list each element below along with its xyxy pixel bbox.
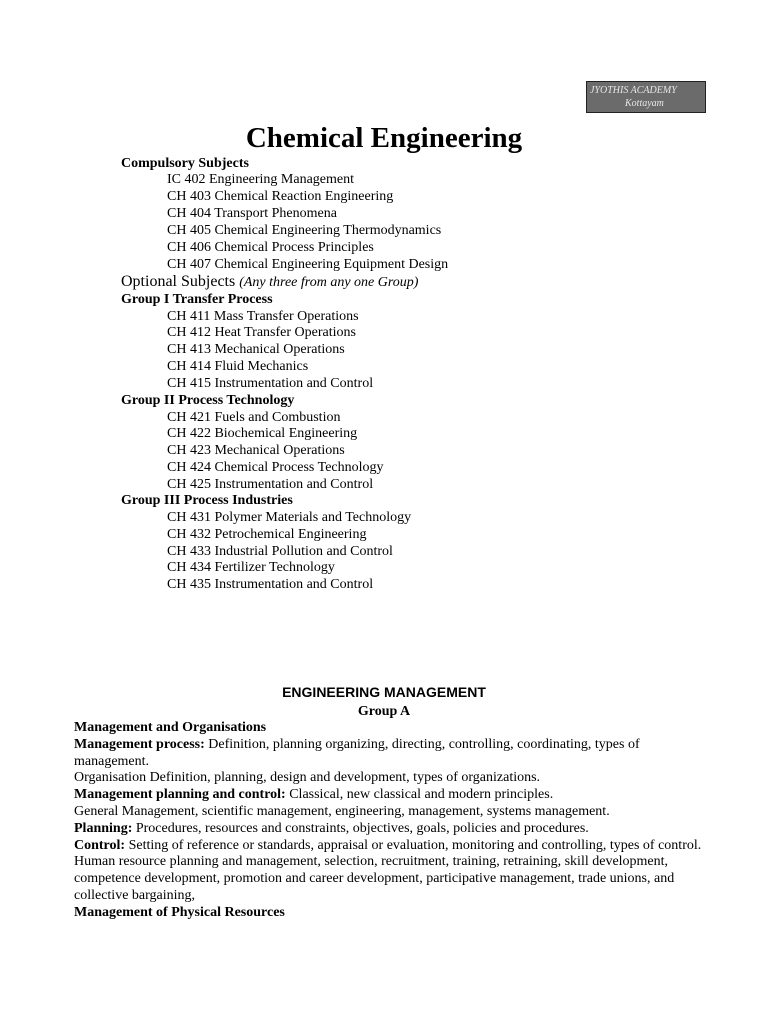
optional-subjects (121, 273, 418, 292)
compulsory-item: CH 407 Chemical Engineering Equipment Design (167, 257, 449, 272)
compulsory-item: IC 402 Engineering Management (167, 172, 355, 187)
group-heading: Group III Process Industries (121, 493, 293, 508)
paragraph (74, 770, 714, 787)
paragraph-lead: Control: (74, 837, 126, 853)
group-item: CH 435 Instrumentation and Control (167, 577, 374, 592)
paragraph-lead: Management of Physical Resources (74, 904, 285, 920)
group-item: CH 415 Instrumentation and Control (167, 376, 374, 391)
group-heading: Group I Transfer Process (121, 292, 273, 307)
optional-note: (Any three from any one Group) (239, 275, 419, 290)
paragraph-lead: Management process: (74, 736, 205, 752)
compulsory-item: CH 404 Transport Phenomena (167, 206, 337, 221)
group-item: CH 425 Instrumentation and Control (167, 477, 374, 492)
group-item: CH 414 Fluid Mechanics (167, 359, 309, 374)
paragraph-text: Classical, new classical and modern principles. (285, 787, 554, 803)
paragraph (74, 854, 714, 904)
compulsory-heading: Compulsory Subjects (121, 156, 249, 171)
paragraph (74, 804, 714, 821)
paragraph-lead: Management and Organisations (74, 720, 267, 735)
group-item: CH 432 Petrochemical Engineering (167, 527, 367, 542)
group-item: CH 423 Mechanical Operations (167, 443, 345, 458)
paragraph-lead: Planning: (74, 820, 133, 836)
section-group: Group A (357, 704, 411, 719)
group-item: CH 421 Fuels and Combustion (167, 410, 341, 425)
paragraph-lead: Management planning and control: (74, 787, 286, 803)
optional-label: Optional Subjects (121, 273, 236, 290)
section-heading: ENGINEERING MANAGEMENT (282, 684, 486, 700)
paragraph-text: Human resource planning and management, selection, recruitment, training, retraining, skill development, competence development, promotion and career development, participative management, trade unions, and collective bargaining, (74, 854, 675, 903)
paragraph (74, 737, 714, 771)
paragraph-text: Procedures, resources and constraints, objectives, goals, policies and procedures. (132, 820, 589, 836)
group-heading: Group II Process Technology (121, 393, 295, 408)
paragraph-text: Organisation Definition, planning, design and development, types of organizations. (74, 770, 541, 786)
compulsory-item: CH 403 Chemical Reaction Engineering (167, 189, 394, 204)
paragraph (74, 720, 714, 737)
paragraph (74, 838, 714, 855)
group-item: CH 424 Chemical Process Technology (167, 460, 384, 475)
paragraph-text: Setting of reference or standards, appraisal or evaluation, monitoring and controlling, types of control. (125, 837, 702, 853)
paragraph (74, 905, 714, 922)
paragraph (74, 787, 714, 804)
compulsory-item: CH 406 Chemical Process Principles (167, 240, 374, 255)
paragraph (74, 821, 714, 838)
group-item: CH 434 Fertilizer Technology (167, 560, 335, 575)
paragraph-text: Definition, planning organizing, directing, controlling, coordinating, types of management. (74, 736, 640, 769)
paragraph-text: General Management, scientific management, engineering, management, systems management. (74, 803, 610, 819)
stamp-name: JYOTHIS ACADEMY (590, 85, 677, 96)
compulsory-item: CH 405 Chemical Engineering Thermodynamics (167, 223, 442, 238)
group-item: CH 412 Heat Transfer Operations (167, 325, 356, 340)
stamp-city: Kottayam (625, 98, 664, 109)
group-item: CH 431 Polymer Materials and Technology (167, 510, 412, 525)
section-body (74, 720, 714, 922)
academy-stamp (586, 81, 706, 113)
page-title: Chemical Engineering (245, 122, 523, 154)
group-item: CH 433 Industrial Pollution and Control (167, 544, 393, 559)
group-item: CH 413 Mechanical Operations (167, 342, 345, 357)
group-item: CH 422 Biochemical Engineering (167, 426, 358, 441)
group-item: CH 411 Mass Transfer Operations (167, 309, 359, 324)
